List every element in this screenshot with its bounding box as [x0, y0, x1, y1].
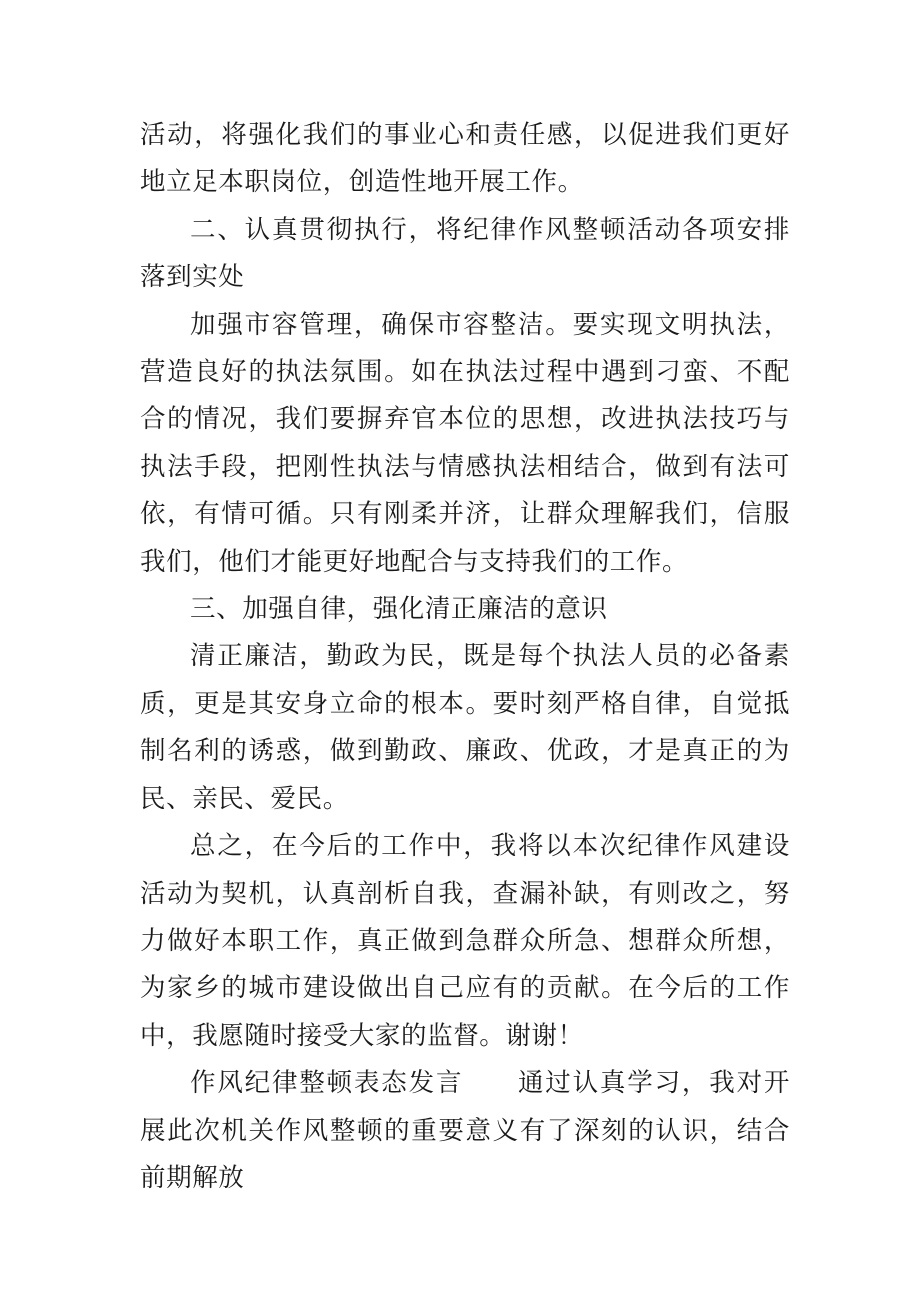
paragraph-1: 活动，将强化我们的事业心和责任感，以促进我们更好地立足本职岗位，创造性地开展工作。 — [140, 120, 790, 198]
document-body — [140, 112, 790, 1202]
heading-section-2: 二、认真贯彻执行，将纪律作风整顿活动各项安排落到实处 — [140, 214, 790, 293]
paragraph-5: 清正廉洁，勤政为民，既是每个执法人员的必备素质，更是其安身立命的根本。要时刻严格自律，自觉抵制名利的诱惑，做到勤政、廉政、优政，才是真正的为民、亲民、爱民。 — [140, 641, 790, 814]
heading-section-3: 三、加强自律，强化清正廉洁的意识 — [190, 594, 608, 625]
paragraph-7: 作风纪律整顿表态发言 通过认真学习，我对开展此次机关作风整顿的重要意义有了深刻的认识，结合前期解放 — [140, 1068, 790, 1193]
paragraph-3: 加强市容管理，确保市容整洁。要实现文明执法，营造良好的执法氛围。如在执法过程中遇到刁蛮、不配合的情况，我们要摒弃官本位的思想，改进执法技巧与执法手段，把刚性执法与情感执法相结合，做到有法可依，有情可循。只有刚柔并济，让群众理解我们，信服我们，他们才能更好地配合与支持我们的工作。 — [140, 309, 790, 577]
paragraph-6: 总之，在今后的工作中，我将以本次纪律作风建设活动为契机，认真剖析自我，查漏补缺，有则改之，努力做好本职工作，真正做到急群众所急、想群众所想，为家乡的城市建设做出自己应有的贡献。在今后的工作中，我愿随时接受大家的监督。谢谢！ — [140, 831, 790, 1051]
